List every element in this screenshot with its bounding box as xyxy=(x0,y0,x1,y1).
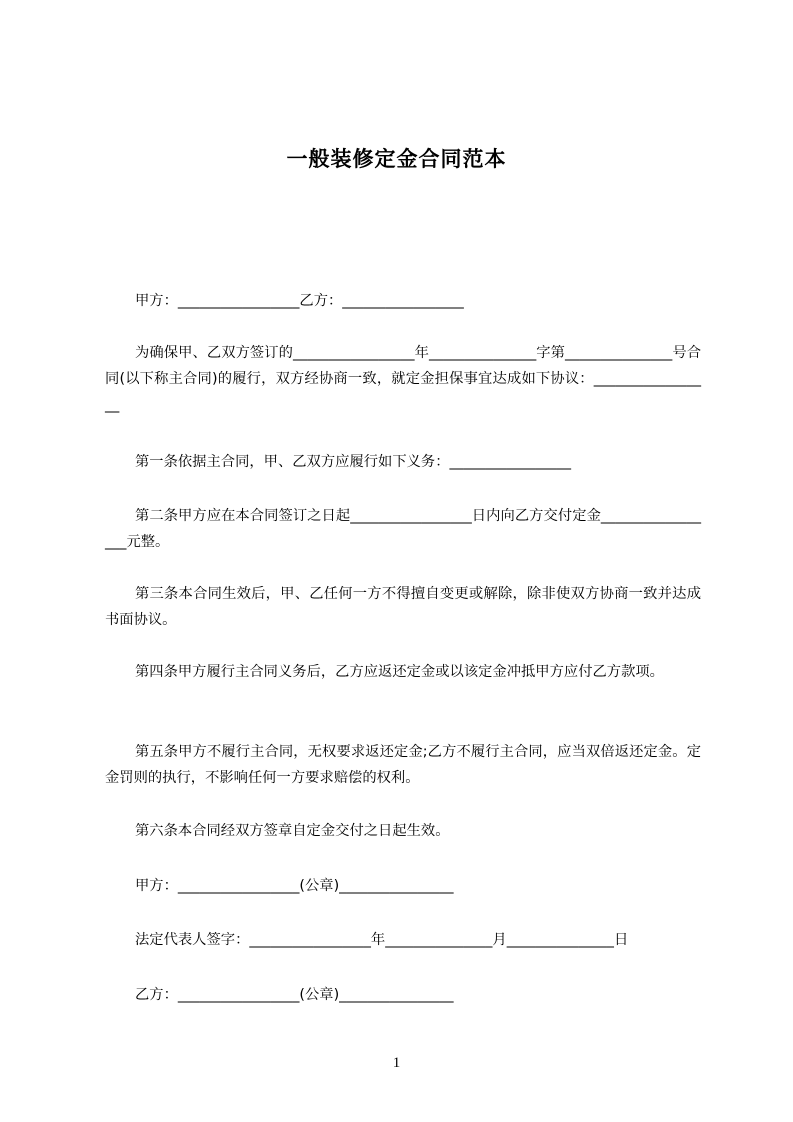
article-2: 第二条甲方应在本合同签订之日起_________________日内向乙方交付定金_________________元整。 xyxy=(105,508,701,550)
article-1: 第一条依据主合同，甲、乙双方应履行如下义务：_________________ xyxy=(135,454,572,470)
preamble-paragraph: 为确保甲、乙双方签订的_________________年_______________字第_______________号合同(以下称主合同)的履行，双方经协商一致，就定金担保事宜达成如下协议：_________________ xyxy=(105,345,701,413)
article-3: 第三条本合同生效后，甲、乙任何一方不得擅自变更或解除，除非使双方协商一致并达成书面协议。 xyxy=(105,586,701,628)
party-line: 甲方：_________________乙方：_________________ xyxy=(135,293,464,309)
article-5: 第五条甲方不履行主合同，无权要求返还定金;乙方不履行主合同，应当双倍返还定金。定金罚则的执行，不影响任何一方要求赔偿的权利。 xyxy=(105,744,701,786)
article-4: 第四条甲方履行主合同义务后，乙方应返还定金或以该定金冲抵甲方应付乙方款项。 xyxy=(135,664,664,680)
legal-representative-signature: 法定代表人签字：_________________年_______________月_______________日 xyxy=(135,932,629,948)
page-number: 1 xyxy=(392,1055,401,1071)
signature-party-a: 甲方：_________________(公章)________________ xyxy=(135,878,454,894)
document-title: 一般装修定金合同范本 xyxy=(286,147,507,171)
signature-party-b: 乙方：_________________(公章)________________ xyxy=(135,987,454,1003)
article-6: 第六条本合同经双方签章自定金交付之日起生效。 xyxy=(135,823,450,839)
